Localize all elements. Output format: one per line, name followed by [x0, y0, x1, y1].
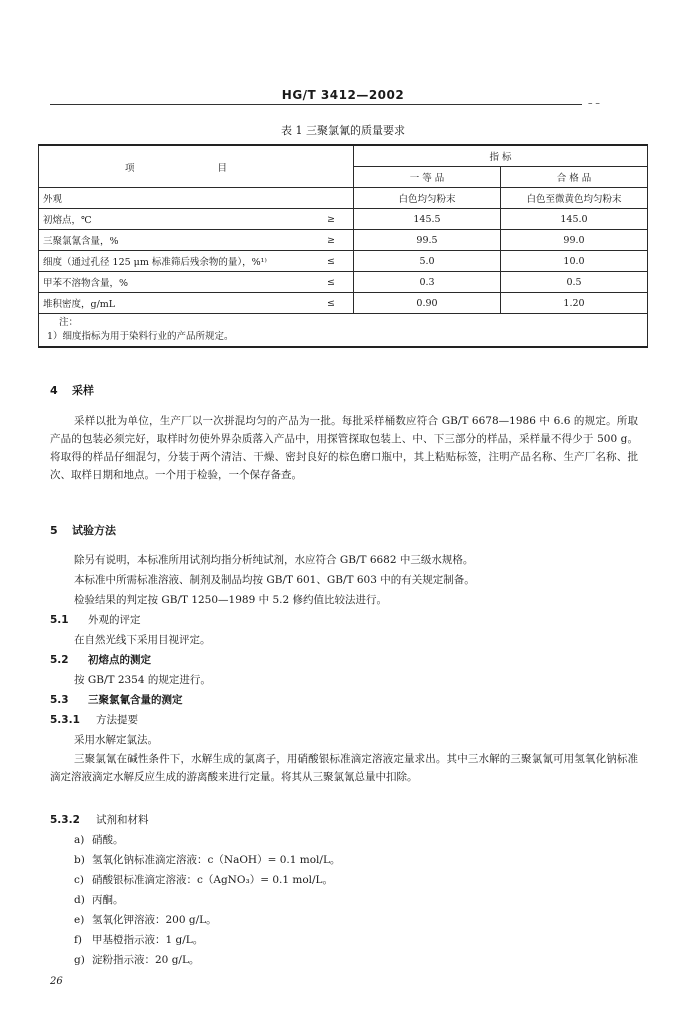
row-item: 甲苯不溶物含量，% — [39, 272, 310, 293]
list-text: 甲基橙指示液：1 g/L。 — [92, 934, 204, 946]
section-5-3-heading — [50, 692, 183, 707]
list-item — [74, 932, 203, 947]
section-number: 5.1 — [50, 614, 69, 626]
row-cmp — [309, 188, 354, 209]
list-mark: b) — [74, 854, 85, 866]
section-number: 5.3.1 — [50, 714, 80, 726]
section-5-line-2: 本标准中所需标准溶液、制剂及制品均按 GB/T 601、GB/T 603 中的有关规定制备。 — [74, 574, 475, 586]
section-5-line-1: 除另有说明，本标准所用试剂均指分析纯试剂，水应符合 GB/T 6682 中三级水规格。 — [74, 554, 474, 566]
table-head-item: 项 目 — [39, 145, 354, 188]
table-row — [39, 209, 648, 230]
section-title: 外观的评定 — [88, 614, 141, 626]
section-number: 5 — [50, 524, 58, 537]
row-cmp: ≤ — [309, 272, 354, 293]
section-5-2-heading — [50, 652, 151, 667]
row-item: 外观 — [39, 188, 310, 209]
table-head-index: 指 标 — [354, 145, 648, 167]
row-first: 0.3 — [354, 272, 501, 293]
list-text: 氢氧化钠标准滴定溶液：c（NaOH）= 0.1 mol/L。 — [92, 854, 341, 866]
row-first: 5.0 — [354, 251, 501, 272]
table-head-row — [39, 145, 648, 167]
section-title: 试剂和材料 — [96, 814, 149, 826]
note-text: 1）细度指标为用于染料行业的产品所规定。 — [47, 331, 234, 342]
section-5-1-heading — [50, 612, 141, 627]
table-title: 表 1 三聚氯氰的质量要求 — [281, 124, 405, 137]
row-first: 99.5 — [354, 230, 501, 251]
row-cmp: ≤ — [309, 293, 354, 314]
grade-first-header: 一 等 品 — [354, 167, 501, 188]
list-text: 氢氧化钾溶液：200 g/L。 — [92, 914, 217, 926]
section-number: 5.2 — [50, 654, 69, 666]
section-4-heading — [50, 382, 94, 398]
section-5-heading — [50, 522, 116, 538]
list-item — [74, 892, 124, 907]
table-row — [39, 230, 648, 251]
section-5-2-text: 按 GB/T 2354 的规定进行。 — [74, 674, 211, 686]
list-mark: f) — [74, 934, 82, 946]
table-row — [39, 188, 648, 209]
list-mark: g) — [74, 954, 85, 966]
row-qualified: 10.0 — [501, 251, 648, 272]
list-text: 淀粉指示液：20 g/L。 — [92, 954, 200, 966]
row-item: 三聚氯氰含量，% — [39, 230, 310, 251]
row-cmp: ≤ — [309, 251, 354, 272]
section-4-paragraph: 采样以批为单位，生产厂以一次拼混均匀的产品为一批。每批采样桶数应符合 GB/T 6678—1986 中 6.6 的规定。所取产品的包装必须完好，取样时勿使外界杂质落入产品中，用探管探取包装上、中、下三部分的样品，采样量不得少于 500 g。将取得的样品仔细混匀，分装于两个清洁、干燥、密封良好的棕色磨口瓶中，其上粘贴标签，注明产品名称、生产厂名称、批次、取样日期和地点。一个用于检验，一个保存备查。 — [50, 415, 638, 481]
row-first: 0.90 — [354, 293, 501, 314]
list-text: 丙酮。 — [92, 894, 124, 906]
section-number: 4 — [50, 384, 58, 397]
section-5-3-1-heading — [50, 712, 138, 727]
table-note — [39, 314, 648, 348]
row-item: 细度（通过孔径 125 μm 标准筛后残余物的量），%¹⁾ — [39, 251, 310, 272]
row-first: 145.5 — [354, 209, 501, 230]
row-qualified: 白色至微黄色均匀粉末 — [501, 188, 648, 209]
section-5-1-text: 在自然光线下采用目视评定。 — [74, 634, 211, 646]
section-5-3-1-paragraph: 三聚氯氰在碱性条件下，水解生成的氯离子，用硝酸银标准滴定溶液定量求出。其中三水解的三聚氯氰可用氢氧化钠标准滴定溶液滴定水解反应生成的游离酸来进行定量。将其从三聚氯氰总量中扣除。 — [50, 753, 638, 783]
list-mark: a) — [74, 834, 85, 846]
list-item — [74, 832, 124, 847]
section-title: 试验方法 — [72, 524, 116, 537]
list-item — [74, 952, 199, 967]
table-row — [39, 272, 648, 293]
list-item — [74, 872, 333, 887]
list-item — [74, 912, 217, 927]
table-row — [39, 293, 648, 314]
row-item: 初熔点，℃ — [39, 209, 310, 230]
list-mark: d) — [74, 894, 85, 906]
list-mark: e) — [74, 914, 85, 926]
section-number: 5.3 — [50, 694, 69, 706]
list-mark: c) — [74, 874, 84, 886]
table-row — [39, 251, 648, 272]
section-number: 5.3.2 — [50, 814, 80, 826]
section-title: 方法提要 — [96, 714, 138, 726]
page-number: 26 — [50, 976, 63, 987]
row-first: 白色均匀粉末 — [354, 188, 501, 209]
list-text: 硝酸银标准滴定溶液：c（AgNO₃）= 0.1 mol/L。 — [92, 874, 334, 886]
row-cmp: ≥ — [309, 230, 354, 251]
row-qualified: 0.5 — [501, 272, 648, 293]
section-title: 采样 — [72, 384, 94, 397]
header-rule-tail: – – — [588, 99, 600, 109]
standard-code: HG/T 3412—2002 — [281, 88, 405, 102]
section-5-3-2-heading — [50, 812, 149, 827]
section-5-line-3: 检验结果的判定按 GB/T 1250—1989 中 5.2 修约值比较法进行。 — [74, 594, 387, 606]
row-qualified: 99.0 — [501, 230, 648, 251]
note-label: 注： — [59, 317, 79, 328]
section-title: 初熔点的测定 — [88, 654, 151, 666]
header-rule — [50, 104, 582, 105]
list-item — [74, 852, 340, 867]
row-cmp: ≥ — [309, 209, 354, 230]
list-text: 硝酸。 — [92, 834, 124, 846]
quality-requirements-table — [38, 144, 648, 348]
row-item: 堆积密度，g/mL — [39, 293, 310, 314]
section-5-3-1-line-1: 采用水解定氯法。 — [74, 734, 158, 746]
grade-qualified-header: 合 格 品 — [501, 167, 648, 188]
section-title: 三聚氯氰含量的测定 — [88, 694, 183, 706]
table-note-row — [39, 314, 648, 348]
row-qualified: 1.20 — [501, 293, 648, 314]
row-qualified: 145.0 — [501, 209, 648, 230]
